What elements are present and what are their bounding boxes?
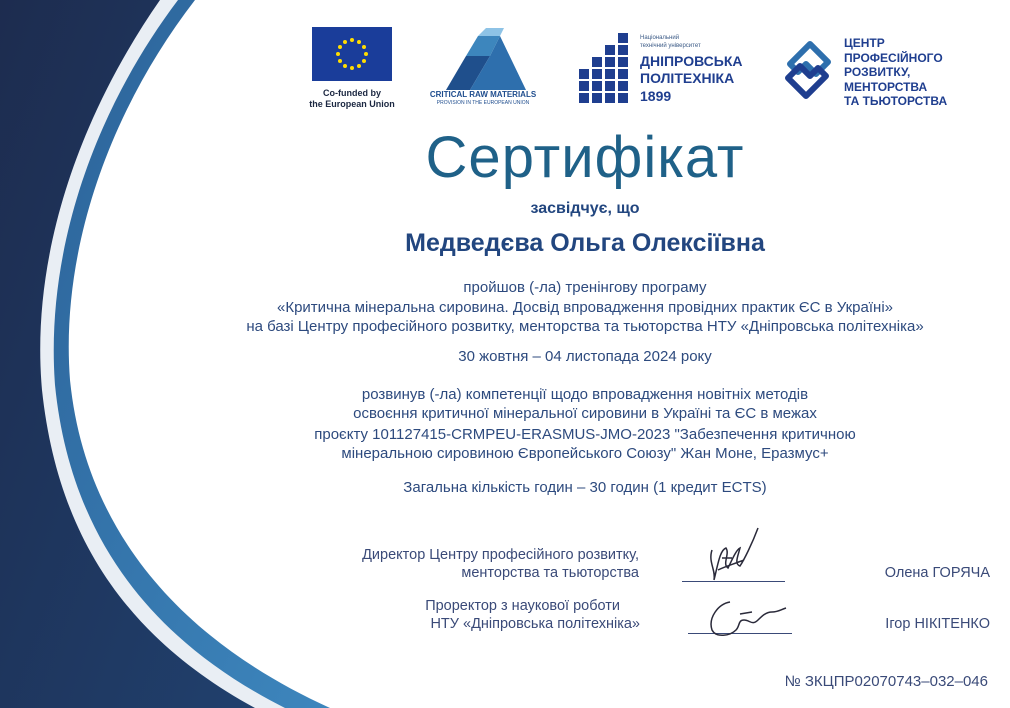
eu-stars-icon xyxy=(312,27,392,81)
center-logo-text xyxy=(844,36,947,109)
center-logo-line4: МЕНТОРСТВА xyxy=(844,79,928,94)
dp-logo-icon xyxy=(578,33,634,105)
competence-line2: освоєння критичної мінеральної сировини в Україні та ЄС в межах xyxy=(353,405,817,422)
director-signature xyxy=(696,520,766,590)
completed-text: пройшов (-ла) тренінгову програму xyxy=(463,279,707,296)
competence-line1: розвинув (-ла) компетенції щодо впровадження новітніх методів xyxy=(361,386,809,403)
center-logo-line2: ПРОФЕСІЙНОГО xyxy=(844,50,943,65)
certifies-text: засвідчує, що xyxy=(530,200,640,217)
crm-logo-title: CRITICAL RAW MATERIALS xyxy=(429,90,537,99)
prorector-role-line2: НТУ «Дніпровська політехніка» xyxy=(430,616,640,632)
director-role-line2: менторства та тьюторства xyxy=(461,565,639,581)
center-logo-line1: ЦЕНТР xyxy=(844,36,885,50)
prorector-role-line1: Проректор з наукової роботи xyxy=(425,598,620,614)
center-logo-line5: ТА ТЬЮТОРСТВА xyxy=(844,94,948,108)
dp-logo-small-line1: Національний xyxy=(640,35,680,41)
program-title: «Критична мінеральна сировина. Досвід впровадження провідних практик ЄС в Україні» xyxy=(277,299,893,316)
crm-logo-icon xyxy=(438,28,528,92)
eu-flag-logo xyxy=(312,27,392,81)
dp-logo-line2: ПОЛІТЕХНІКА xyxy=(640,70,735,86)
certificate-number: № ЗКЦПР02070743–032–046 xyxy=(784,673,988,690)
dp-logo-line1: ДНІПРОВСЬКА xyxy=(640,53,743,69)
center-logo-line3: РОЗВИТКУ, xyxy=(844,65,911,79)
crm-logo-subtitle: PROVISION IN THE EUROPEAN UNION xyxy=(436,100,530,106)
dp-logo-small-line2: технічний університет xyxy=(640,43,701,49)
prorector-name: Ігор НІКІТЕНКО xyxy=(885,616,990,632)
director-role-line1: Директор Центру професійного розвитку, xyxy=(362,547,639,563)
competence-line3: проєкту 101127415-CRMPEU-ERASMUS-JMO-2023 "Забезпечення критичною xyxy=(314,426,856,443)
certificate-title: Сертифікат xyxy=(425,125,745,190)
eu-caption-line1: Co-funded by xyxy=(323,88,381,98)
recipient-name: Медведєва Ольга Олексіївна xyxy=(405,229,765,257)
eu-caption-line2: the European Union xyxy=(309,99,395,109)
prorector-signature xyxy=(700,596,790,640)
director-name: Олена ГОРЯЧА xyxy=(884,565,990,581)
dp-logo-year: 1899 xyxy=(640,88,672,104)
program-base: на базі Центру професійного розвитку, менторства та тьюторства НТУ «Дніпровська політехніка» xyxy=(246,318,924,335)
total-hours: Загальна кількість годин – 30 годин (1 кредит ECTS) xyxy=(403,479,767,496)
program-dates: 30 жовтня – 04 листопада 2024 року xyxy=(458,348,712,365)
competence-line4: мінеральною сировиною Європейського Союзу" Жан Моне, Еразмус+ xyxy=(341,445,829,462)
center-logo-icon xyxy=(780,36,836,104)
